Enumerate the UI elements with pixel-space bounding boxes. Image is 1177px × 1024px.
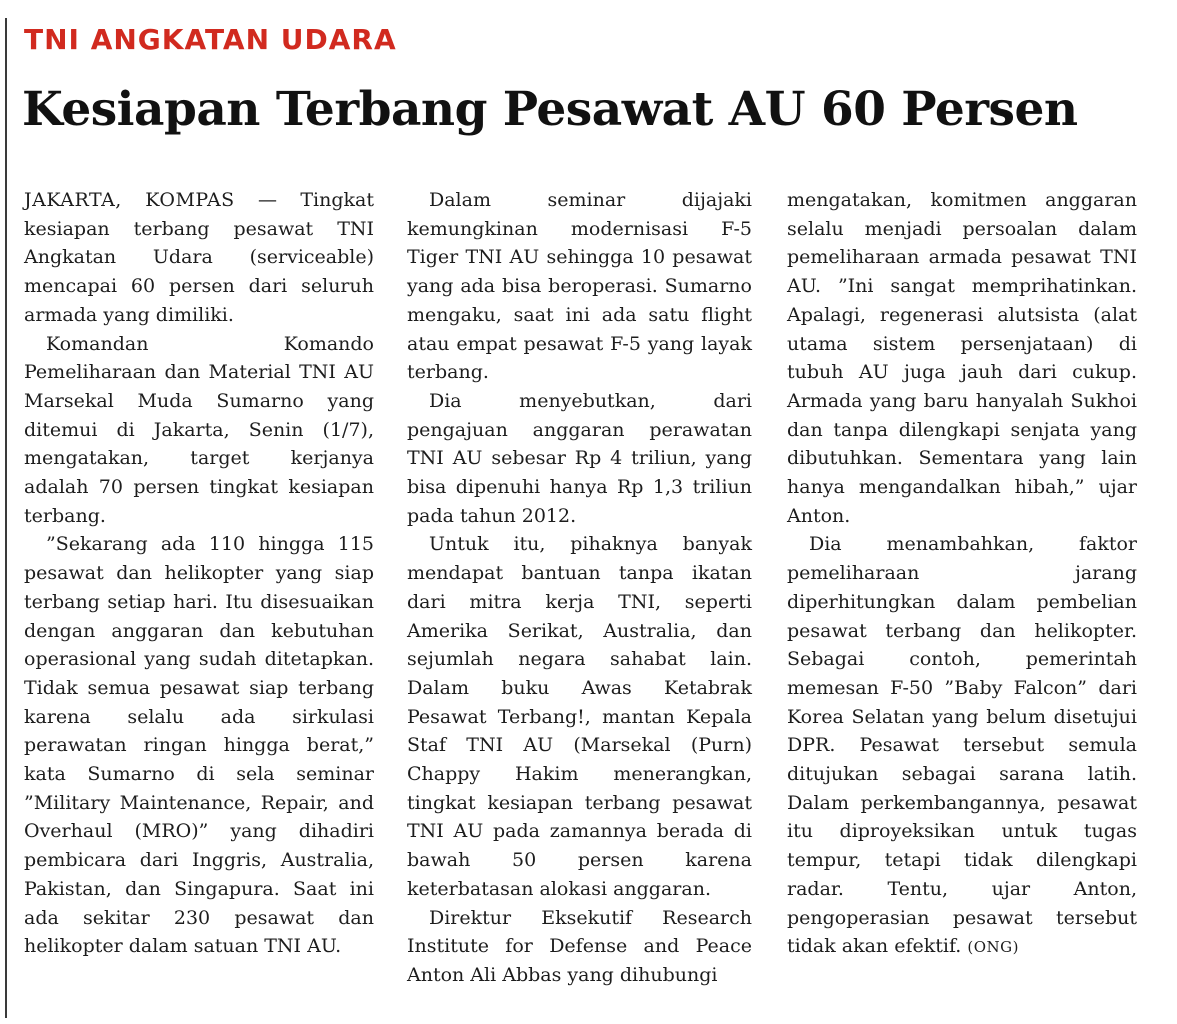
article-paragraph (24, 186, 374, 330)
article-column-2 (407, 186, 752, 990)
article-paragraph: Direktur Eksekutif Research Institute for Defense and Peace Anton Ali Abbas yang dihubungi (407, 906, 752, 986)
paragraph-text: Dia menambahkan, faktor pemeliharaan jarang diperhitungkan dalam pembelian pesawat terbang dan helikopter. Sebagai contoh, pemerintah memesan F-50 ”Baby Falcon” dari Korea Selatan yang belum disetujui DPR. Pesawat tersebut semula ditujukan sebagai sarana latih. Dalam perkembangannya, pesawat itu diproyeksikan untuk tugas tempur, tetapi tidak dilengkapi radar. Tentu, ujar Anton, pengoperasian pesawat tersebut tidak akan efektif. (787, 533, 1137, 958)
author-tag: (ONG) (967, 938, 1019, 957)
headline: Kesiapan Terbang Pesawat AU 60 Persen (22, 82, 1078, 137)
section-kicker: TNI ANGKATAN UDARA (24, 23, 397, 56)
article-paragraph: Komandan Komando Pemeliharaan dan Material TNI AU Marsekal Muda Sumarno yang ditemui di Jakarta, Senin (1/7), mengatakan, target kerjanya adalah 70 persen tingkat kesiapan terbang. (24, 332, 374, 527)
dateline: JAKARTA, KOMPAS — (24, 189, 278, 211)
article-column-3 (787, 186, 1137, 962)
article-paragraph: Dia menyebutkan, dari pengajuan anggaran perawatan TNI AU sebesar Rp 4 triliun, yang bisa dipenuhi hanya Rp 1,3 triliun pada tahun 2012. (407, 389, 752, 527)
page-border (5, 18, 7, 1018)
article-paragraph: Dalam seminar dijajaki kemungkinan modernisasi F-5 Tiger TNI AU sehingga 10 pesawat yang ada bisa beroperasi. Sumarno mengaku, saat ini ada satu flight atau empat pesawat F-5 yang layak terbang. (407, 189, 752, 384)
article-paragraph (787, 530, 1137, 962)
article-paragraph: mengatakan, komitmen anggaran selalu menjadi persoalan dalam pemeliharaan armada pesawat TNI AU. ”Ini sangat memprihatinkan. Apalagi, regenerasi alutsista (alat utama sistem persenjataan) di tubuh AU juga jauh dari cukup. Armada yang baru hanyalah Sukhoi dan tanpa dilengkapi senjata yang dibutuhkan. Sementara yang lain hanya mengandalkan hibah,” ujar Anton. (787, 189, 1137, 527)
paragraph-text: Tingkat kesiapan terbang pesawat TNI Angkatan Udara (serviceable) mencapai 60 persen dari seluruh armada yang dimiliki. (24, 189, 374, 326)
article-paragraph: ”Sekarang ada 110 hingga 115 pesawat dan helikopter yang siap terbang setiap hari. Itu disesuaikan dengan anggaran dan kebutuhan operasional yang sudah ditetapkan. Tidak semua pesawat siap terbang karena selalu ada sirkulasi perawatan ringan hingga berat,” kata Sumarno di sela seminar ”Military Maintenance, Repair, and Overhaul (MRO)” yang dihadiri pembicara dari Inggris, Australia, Pakistan, dan Singapura. Saat ini ada sekitar 230 pesawat dan helikopter dalam satuan TNI AU. (24, 533, 374, 958)
article-paragraph: Untuk itu, pihaknya banyak mendapat bantuan tanpa ikatan dari mitra kerja TNI, seperti Amerika Serikat, Australia, dan sejumlah negara sahabat lain. Dalam buku Awas Ketabrak Pesawat Terbang!, mantan Kepala Staf TNI AU (Marsekal (Purn) Chappy Hakim menerangkan, tingkat kesiapan terbang pesawat TNI AU pada zamannya berada di bawah 50 persen karena keterbatasan alokasi anggaran. (407, 533, 752, 900)
article-column-1 (24, 186, 374, 961)
